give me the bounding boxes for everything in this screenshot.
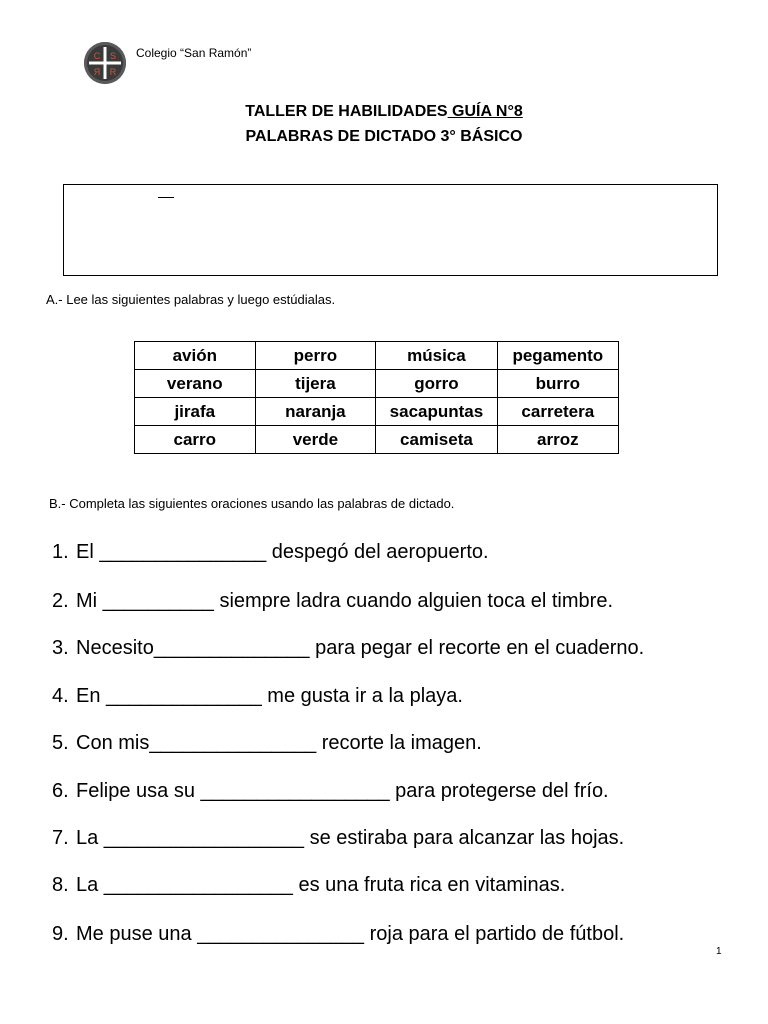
word-cell: tijera: [255, 370, 376, 398]
word-table: [134, 341, 619, 454]
school-name: Colegio “San Ramón”: [136, 46, 252, 60]
sentence-2[interactable]: [52, 590, 613, 613]
sentence-number: 4.: [52, 685, 69, 707]
school-logo: [84, 42, 126, 84]
sentence-1[interactable]: [52, 541, 489, 564]
sentence-text: Me puse una _______________ roja para el partido de fútbol.: [76, 923, 625, 945]
table-row: [135, 426, 619, 454]
sentence-text: Con mis_______________ recorte la imagen.: [76, 732, 482, 754]
sentence-number: 9.: [52, 923, 69, 945]
sentence-number: 3.: [52, 637, 69, 659]
page-title: [0, 103, 768, 121]
sentence-text: En ______________ me gusta ir a la playa.: [76, 685, 463, 707]
sentence-number: 6.: [52, 780, 69, 802]
word-cell: carretera: [497, 398, 618, 426]
word-cell: gorro: [376, 370, 497, 398]
table-row: [135, 370, 619, 398]
logo-letter: C: [93, 51, 101, 61]
sentence-number: 1.: [52, 541, 69, 563]
word-cell: camiseta: [376, 426, 497, 454]
title-main: TALLER DE HABILIDADES: [245, 103, 448, 120]
sentence-text: Mi __________ siempre ladra cuando alguien toca el timbre.: [76, 590, 614, 612]
word-cell: arroz: [497, 426, 618, 454]
sentence-9[interactable]: [52, 923, 624, 946]
section-a-instruction: A.- Lee las siguientes palabras y luego estúdialas.: [46, 292, 336, 307]
sentence-text: La __________________ se estiraba para alcanzar las hojas.: [76, 827, 625, 849]
sentence-7[interactable]: [52, 827, 624, 850]
sentence-number: 8.: [52, 874, 69, 896]
sentence-text: El _______________ despegó del aeropuerto.: [76, 541, 489, 563]
table-row: [135, 342, 619, 370]
sentence-number: 5.: [52, 732, 69, 754]
sentence-3[interactable]: [52, 637, 644, 660]
name-line: [158, 197, 174, 198]
sentence-text: La _________________ es una fruta rica en vitaminas.: [76, 874, 566, 896]
word-cell: avión: [135, 342, 256, 370]
word-cell: burro: [497, 370, 618, 398]
student-info-box[interactable]: [63, 184, 718, 276]
sentence-text: Necesito______________ para pegar el recorte en el cuaderno.: [76, 637, 645, 659]
logo-letter: S: [109, 51, 117, 61]
sentence-number: 2.: [52, 590, 69, 612]
logo-letter: Я: [93, 67, 101, 77]
sentence-number: 7.: [52, 827, 69, 849]
table-row: [135, 398, 619, 426]
word-cell: perro: [255, 342, 376, 370]
word-cell: verde: [255, 426, 376, 454]
logo-letter: R: [109, 67, 117, 77]
title-guide-number: GUÍA N°8: [447, 103, 523, 120]
word-cell: pegamento: [497, 342, 618, 370]
word-cell: jirafa: [135, 398, 256, 426]
page-subtitle: PALABRAS DE DICTADO 3° BÁSICO: [245, 128, 523, 145]
section-b-instruction: B.- Completa las siguientes oraciones usando las palabras de dictado.: [49, 496, 455, 511]
word-cell: sacapuntas: [376, 398, 497, 426]
word-cell: carro: [135, 426, 256, 454]
page-number: 1: [716, 946, 722, 957]
sentence-8[interactable]: [52, 874, 565, 897]
word-cell: música: [376, 342, 497, 370]
sentence-4[interactable]: [52, 685, 463, 708]
sentence-6[interactable]: [52, 780, 609, 803]
sentence-5[interactable]: [52, 732, 482, 755]
word-cell: naranja: [255, 398, 376, 426]
sentence-text: Felipe usa su _________________ para protegerse del frío.: [76, 780, 609, 802]
word-cell: verano: [135, 370, 256, 398]
